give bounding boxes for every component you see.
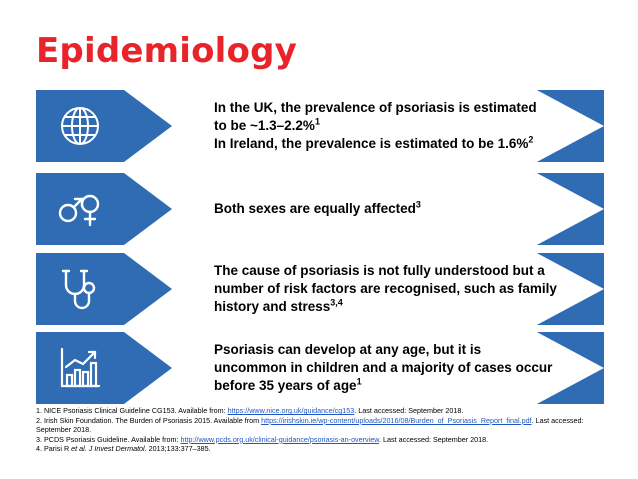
info-row-causes [36, 253, 604, 325]
row-line: In the UK, the prevalence of psoriasis is estimated [214, 100, 537, 115]
row-line: history and stress$^{3,4}$ [214, 297, 343, 314]
info-row-prevalence [36, 90, 604, 162]
row-line: to be ~1.3–2.2%$^1$ [214, 116, 320, 133]
footnote-ref: 3 [415, 199, 421, 210]
row-line: uncommon in children and a majority of cases occur [214, 360, 553, 375]
stethoscope-icon [36, 253, 124, 325]
footnote-ref: 1 [356, 376, 362, 387]
row-text [214, 173, 594, 245]
row-line: In Ireland, the prevalence is estimated to be 1.6%$^2$ [214, 134, 534, 151]
row-line: Both sexes are equally affected$^3$ [214, 199, 421, 216]
gender-symbols-icon [36, 173, 124, 245]
growth-chart-icon [36, 332, 124, 404]
row-text [214, 332, 594, 404]
info-row-age [36, 332, 604, 404]
footnote-ref: 1 [314, 116, 320, 127]
row-line: number of risk factors are recognised, such as family [214, 281, 557, 296]
reference-item: 1. NICE Psoriasis Clinical Guideline CG153. Available from: https://www.nice.org.uk/guidance/cg153. Last accessed: September 2018. [36, 406, 464, 415]
footnote-ref: 3,4 [330, 297, 343, 308]
references [36, 406, 606, 454]
row-line: before 35 years of age$^1$ [214, 376, 362, 393]
footnote-ref: 2 [528, 134, 534, 145]
reference-link[interactable]: https://www.nice.org.uk/guidance/cg153 [227, 406, 355, 415]
row-line: The cause of psoriasis is not fully understood but a [214, 263, 545, 278]
row-text [214, 253, 594, 325]
reference-item: 2. Irish Skin Foundation. The Burden of Psoriasis 2015. Available from https://irishskin.ie/wp-content/uploads/2016/08/Burden_of_Psoriasis_Report_final.pdf. Last accessed: September 2018. [36, 415, 584, 435]
row-text [214, 90, 594, 162]
reference-link[interactable]: https://irishskin.ie/wp-content/uploads/2016/08/Burden_of_Psoriasis_Report_final.pdf [261, 415, 532, 425]
row-line: Psoriasis can develop at any age, but it is [214, 342, 482, 357]
reference-item: 4. Parisi R et al. J Invest Dermatol. 2013;133:377–385. [36, 444, 211, 454]
info-row-sexes [36, 173, 604, 245]
globe-icon [36, 90, 124, 162]
reference-item: 3. PCDS Psoriasis Guideline. Available from: http://www.pcds.org.uk/clinical-guidance/psoriasis-an-overview. Last accessed: September 2018. [36, 434, 489, 444]
reference-link[interactable]: http://www.pcds.org.uk/clinical-guidance/psoriasis-an-overview [180, 434, 380, 444]
page-title: Epidemiology [36, 31, 297, 71]
